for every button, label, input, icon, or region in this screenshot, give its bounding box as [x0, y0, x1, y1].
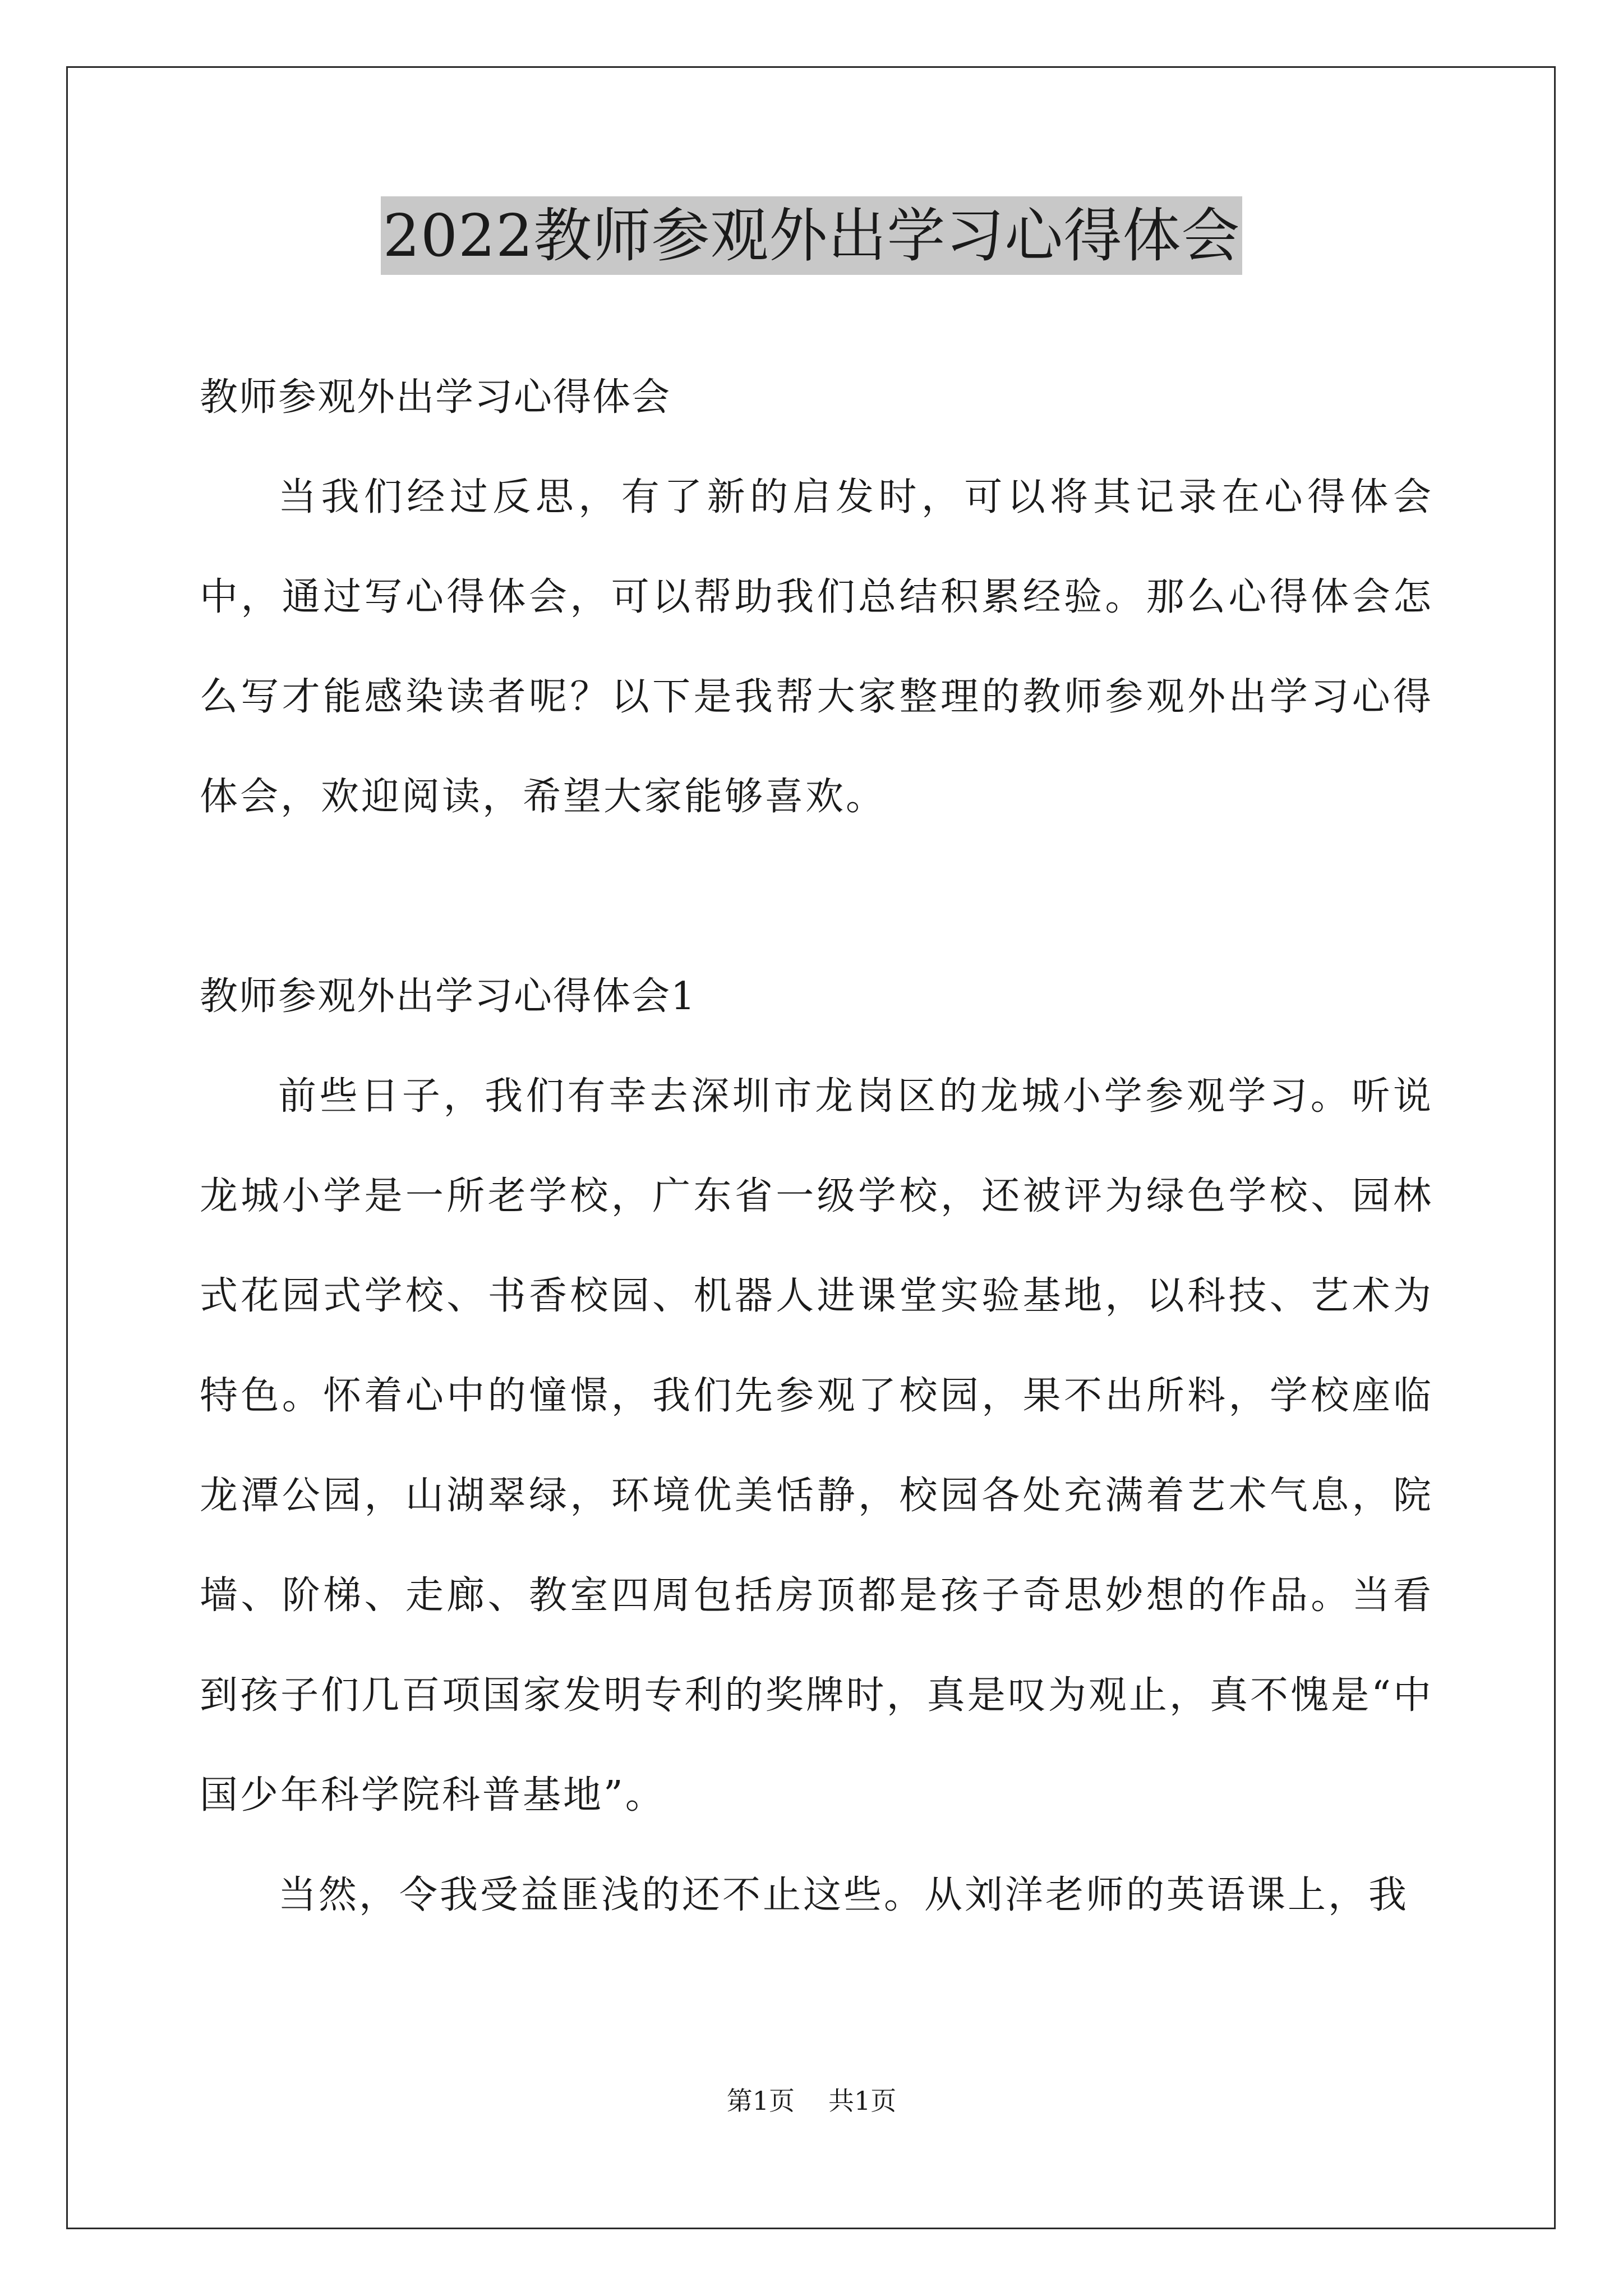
page-number: 第1页 [726, 2086, 795, 2116]
page-footer [0, 2084, 1623, 2118]
document-subtitle: 教师参观外出学习心得体会 [200, 375, 671, 420]
title-container [0, 196, 1623, 275]
document-title: 2022教师参观外出学习心得体会 [381, 196, 1243, 275]
paragraph-spacer [200, 847, 1433, 947]
document-body [200, 348, 1433, 1945]
intro-paragraph: 当我们经过反思，有了新的启发时，可以将其记录在心得体会中，通过写心得体会，可以帮助我们总结积累经验。那么心得体会怎么写才能感染读者呢？以下是我帮大家整理的教师参观外出学习心得体会，欢迎阅读，希望大家能够喜欢。 [200, 475, 1433, 819]
body-paragraph: 当然，令我受益匪浅的还不止这些。从刘洋老师的英语课上，我 [278, 1873, 1409, 1917]
section-heading: 教师参观外出学习心得体会1 [200, 974, 697, 1019]
body-paragraph: 前些日子，我们有幸去深圳市龙岗区的龙城小学参观学习。听说龙城小学是一所老学校，广东省一级学校，还被评为绿色学校、园林式花园式学校、书香校园、机器人进课堂实验基地，以科技、艺术为特色。怀着心中的憧憬，我们先参观了校园，果不出所料，学校座临龙潭公园，山湖翠绿，环境优美恬静，校园各处充满着艺术气息，院墙、阶梯、走廊、教室四周包括房顶都是孩子奇思妙想的作品。当看到孩子们几百项国家发明专利的奖牌时，真是叹为观止，真不愧是“中国少年科学院科普基地”。 [200, 1074, 1433, 1818]
page-total: 共1页 [828, 2086, 897, 2116]
